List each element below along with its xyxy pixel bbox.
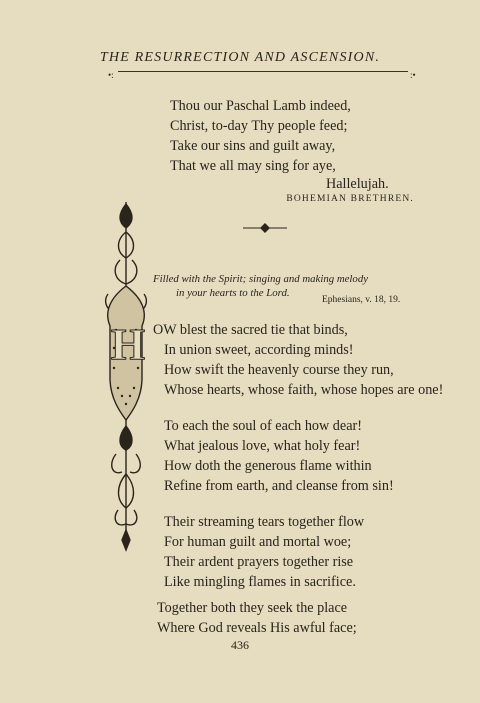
- verse-line: That we all may sing for aye,: [170, 158, 336, 174]
- verse-line: What jealous love, what holy fear!: [164, 438, 361, 454]
- drop-cap-letter: H: [110, 319, 146, 369]
- verse-line: Christ, to-day Thy people feed;: [170, 118, 348, 134]
- fleuron-separator-icon: [243, 221, 287, 235]
- ornamental-rule-icon: :•: [410, 70, 416, 80]
- author-attribution: BOHEMIAN BRETHREN.: [286, 194, 414, 204]
- verse-line: Together both they seek the place: [157, 600, 348, 616]
- floral-border-ornament-icon: [98, 198, 154, 558]
- verse-line: To each the soul of each how dear!: [164, 418, 362, 434]
- verse-line: OW blest the sacred tie that binds,: [153, 322, 348, 338]
- epigraph-line: in your hearts to the Lord.: [176, 287, 290, 299]
- verse-line: Refine from earth, and cleanse from sin!: [164, 478, 394, 494]
- drop-cap-frame: [111, 314, 145, 374]
- verse-line: Thou our Paschal Lamb indeed,: [170, 98, 351, 114]
- verse-line: Whose hearts, whose faith, whose hopes are one!: [164, 382, 444, 398]
- epigraph-line: Filled with the Spirit; singing and making melody: [153, 273, 369, 285]
- header-rule: [118, 71, 408, 72]
- verse-line: Their ardent prayers together rise: [164, 554, 354, 570]
- verse-line: For human guilt and mortal woe;: [164, 534, 352, 550]
- page-number: 436: [231, 638, 249, 652]
- verse-line: How doth the generous flame within: [164, 458, 372, 474]
- verse-line: Their streaming tears together flow: [164, 514, 365, 530]
- scripture-citation: Ephesians, v. 18, 19.: [322, 295, 401, 305]
- verse-line: In union sweet, according minds!: [164, 342, 354, 358]
- verse-line: How swift the heavenly course they run,: [164, 362, 394, 378]
- running-title: THE RESURRECTION AND ASCENSION.: [99, 50, 381, 65]
- verse-line: Like mingling flames in sacrifice.: [164, 574, 356, 590]
- verse-line: Hallelujah.: [326, 176, 389, 192]
- ornamental-rule-icon: •:: [108, 70, 114, 80]
- verse-line: Where God reveals His awful face;: [157, 620, 357, 636]
- verse-line: Take our sins and guilt away,: [170, 138, 336, 154]
